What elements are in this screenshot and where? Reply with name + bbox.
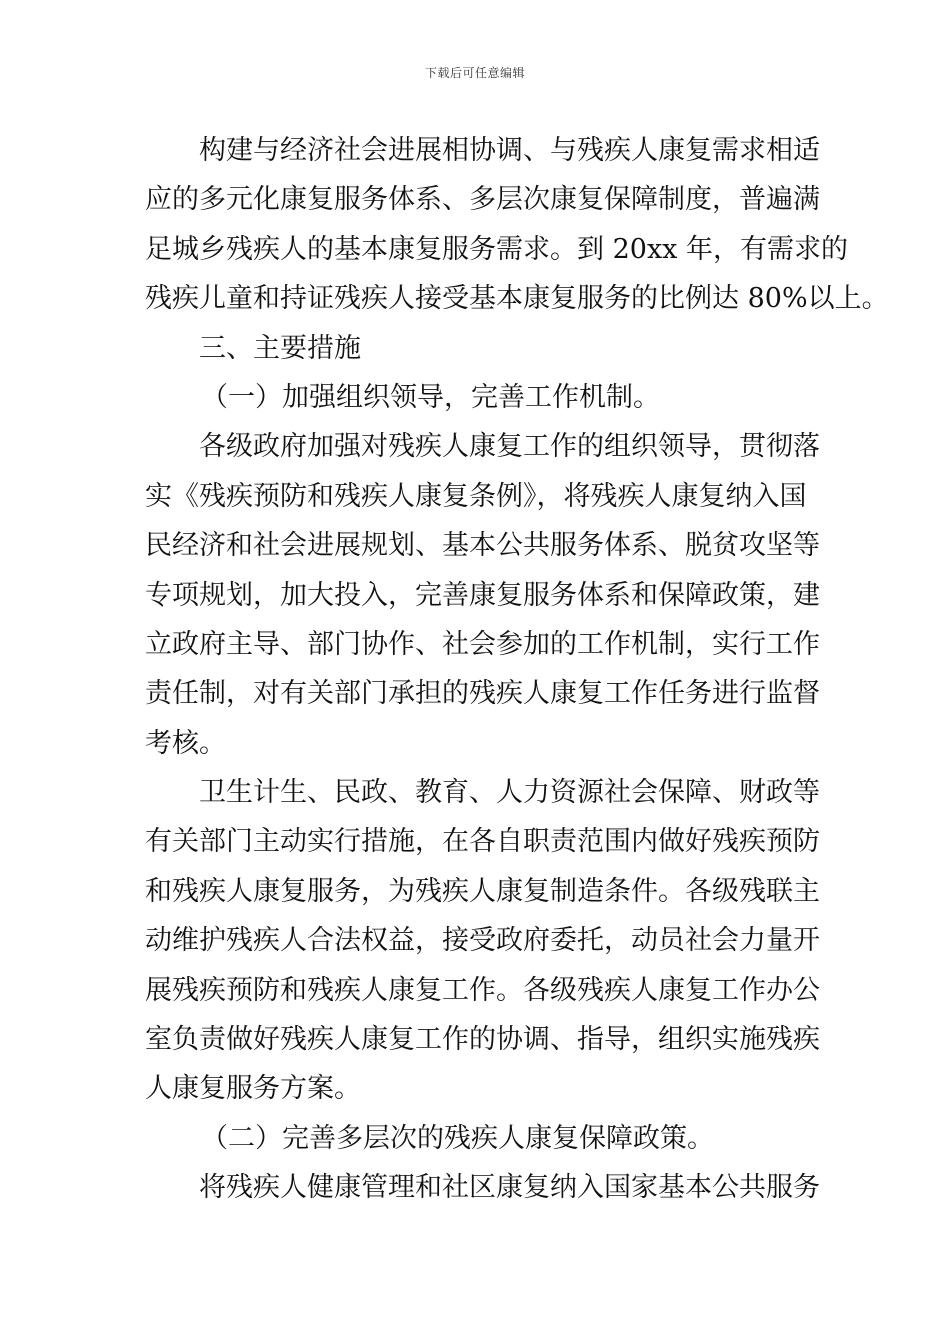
- paragraph-line: 构建与经济社会进展相协调、与残疾人康复需求相适: [199, 135, 820, 166]
- paragraph-line: 展残疾预防和残疾人康复工作。各级残疾人康复工作办公: [145, 974, 820, 1006]
- paragraph-line: 专项规划，加大投入，完善康复服务体系和保障政策，建: [145, 579, 820, 611]
- paragraph-line: 动维护残疾人合法权益，接受政府委托，动员社会力量开: [145, 925, 820, 957]
- paragraph-line: 人康复服务方案。: [145, 1073, 361, 1105]
- paragraph-line: 立政府主导、部门协作、社会参加的工作机制，实行工作: [145, 628, 820, 660]
- paragraph-line: 民经济和社会进展规划、基本公共服务体系、脱贫攻坚等: [145, 530, 820, 562]
- paragraph-line: 有关部门主动实行措施，在各自职责范围内做好残疾预防: [145, 826, 820, 858]
- section-heading: 三、主要措施: [199, 332, 361, 364]
- paragraph-line: 室负责做好残疾人康复工作的协调、指导，组织实施残疾: [145, 1024, 820, 1056]
- paragraph-line: 实《残疾预防和残疾人康复条例》，将残疾人康复纳入国: [145, 480, 807, 512]
- paragraph-line: 考核。: [145, 727, 226, 759]
- paragraph-line: 责任制，对有关部门承担的残疾人康复工作任务进行监督: [145, 678, 820, 710]
- header-note: 下载后可任意编辑: [424, 66, 525, 80]
- paragraph-line: 残疾儿童和持证残疾人接受基本康复服务的比例达 80%以上。: [145, 283, 889, 315]
- subsection-heading: （一）加强组织领导，完善工作机制。: [201, 381, 660, 413]
- body-text: [145, 126, 889, 1213]
- paragraph-line: 将残疾人健康管理和社区康复纳入国家基本公共服务: [199, 1172, 820, 1204]
- paragraph-line: 各级政府加强对残疾人康复工作的组织领导，贯彻落: [199, 431, 820, 463]
- paragraph-line: 卫生计生、民政、教育、人力资源社会保障、财政等: [199, 777, 820, 809]
- paragraph-line: 应的多元化康复服务体系、多层次康复保障制度，普遍满: [145, 184, 820, 216]
- paragraph-line: 足城乡残疾人的基本康复服务需求。到 20xx 年，有需求的: [145, 233, 848, 265]
- paragraph-line: 和残疾人康复服务，为残疾人康复制造条件。各级残联主: [145, 875, 820, 907]
- subsection-heading: （二）完善多层次的残疾人康复保障政策。: [201, 1122, 714, 1154]
